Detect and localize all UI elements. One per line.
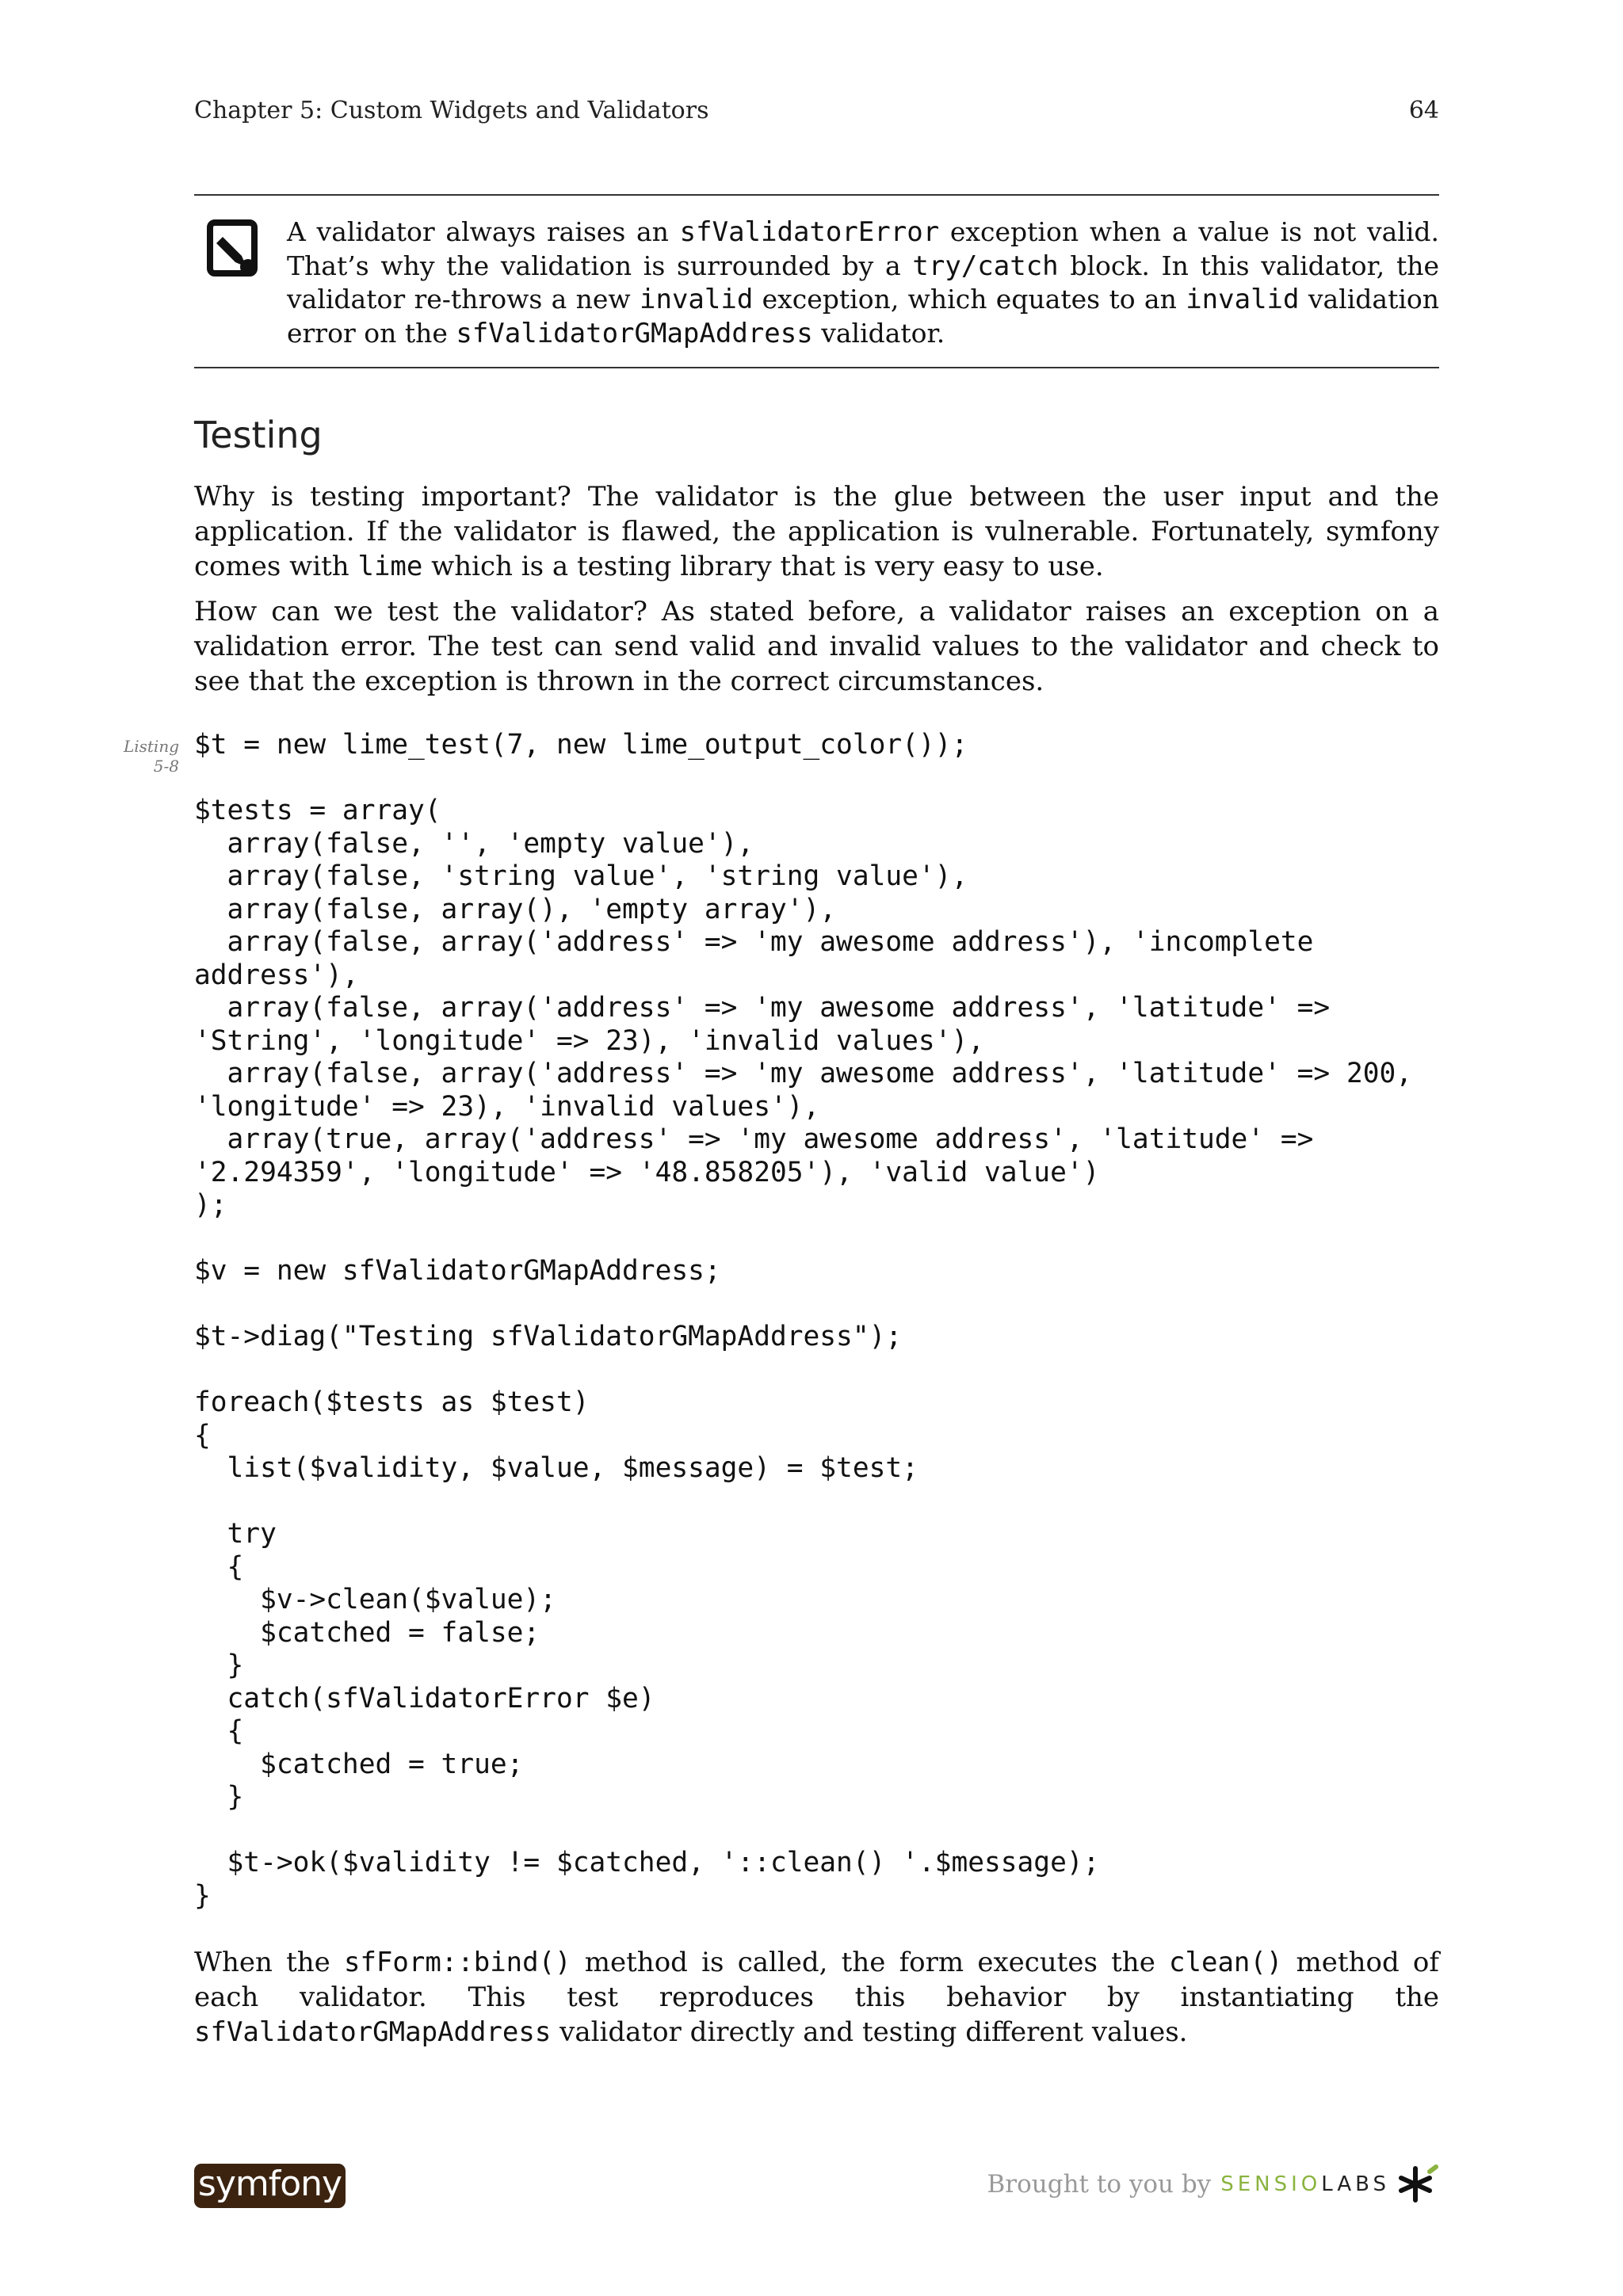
- code-listing: $t = new lime_test(7, new lime_output_color()); $tests = array( array(false, '', 'empty value'), array(false, 'string value', 'string value'), array(false, array(), 'empty array'), array(false, array('address' => 'my awesome address'), 'incomplete address'), array(false, array('address' => 'my awesome address', 'latitude' => 'String', 'longitude' => 23), 'invalid values'), array(false, array('address' => 'my awesome address', 'latitude' => 200, 'longitude' => 23), 'invalid values'), array(true, array('address' => 'my awesome address', 'latitude' => '2.294359', 'longitude' => '48.858205'), 'valid value') ); $v = new sfValidatorGMapAddress; $t->diag("Testing sfValidatorGMapAddress"); foreach($tests as $test) { list($validity, $value, $message) = $test; try { $v->clean($value); $catched = false; } catch(sfValidatorError $e) { $catched = true; } $t->ok($validity != $catched, '::clean() '.$message); }: [194, 729, 1413, 1912]
- brand-labs: LABS: [1321, 2172, 1390, 2196]
- page-number: 64: [1408, 97, 1439, 124]
- listing-label: Listing 5-8: [123, 737, 179, 776]
- section-title: Testing: [194, 414, 323, 456]
- brand-sensio: SENSIO: [1220, 2172, 1322, 2196]
- chapter-title: Chapter 5: Custom Widgets and Validators: [194, 97, 709, 124]
- paragraph-test-approach: How can we test the validator? As stated before, a validator raises an exception on a validation error. The test can send valid and invalid values to the validator and check to see that the exception is thrown in the correct circumstances.: [194, 596, 1439, 697]
- asterisk-icon: [1398, 2164, 1439, 2205]
- brought-by-text: Brought to you by: [987, 2170, 1212, 2199]
- paragraph-bind-explanation: When the sfForm::bind() method is called, the form executes the clean() method of each validator. This test reproduces this behavior by instantiating the sfValidatorGMapAddress validator directly and testing different values.: [194, 1947, 1439, 2048]
- symfony-logo: symfony: [194, 2164, 346, 2208]
- sponsor-credit: [987, 2164, 1439, 2204]
- paragraph-testing-importance: Why is testing important? The validator is the glue between the user input and the application. If the validator is flawed, the application is vulnerable. Fortunately, symfony comes with lime which is a testing library that is very easy to use.: [194, 481, 1439, 582]
- note-box: [194, 194, 1439, 368]
- note-icon: [207, 219, 261, 280]
- note-text: A validator always raises an sfValidatorError exception when a value is not valid. That’s why the validation is surrounded by a try/catch block. In this validator, the validator re-throws a new invalid exception, which equates to an invalid validation error on the sfValidatorGMapAddress validator.: [287, 216, 1440, 349]
